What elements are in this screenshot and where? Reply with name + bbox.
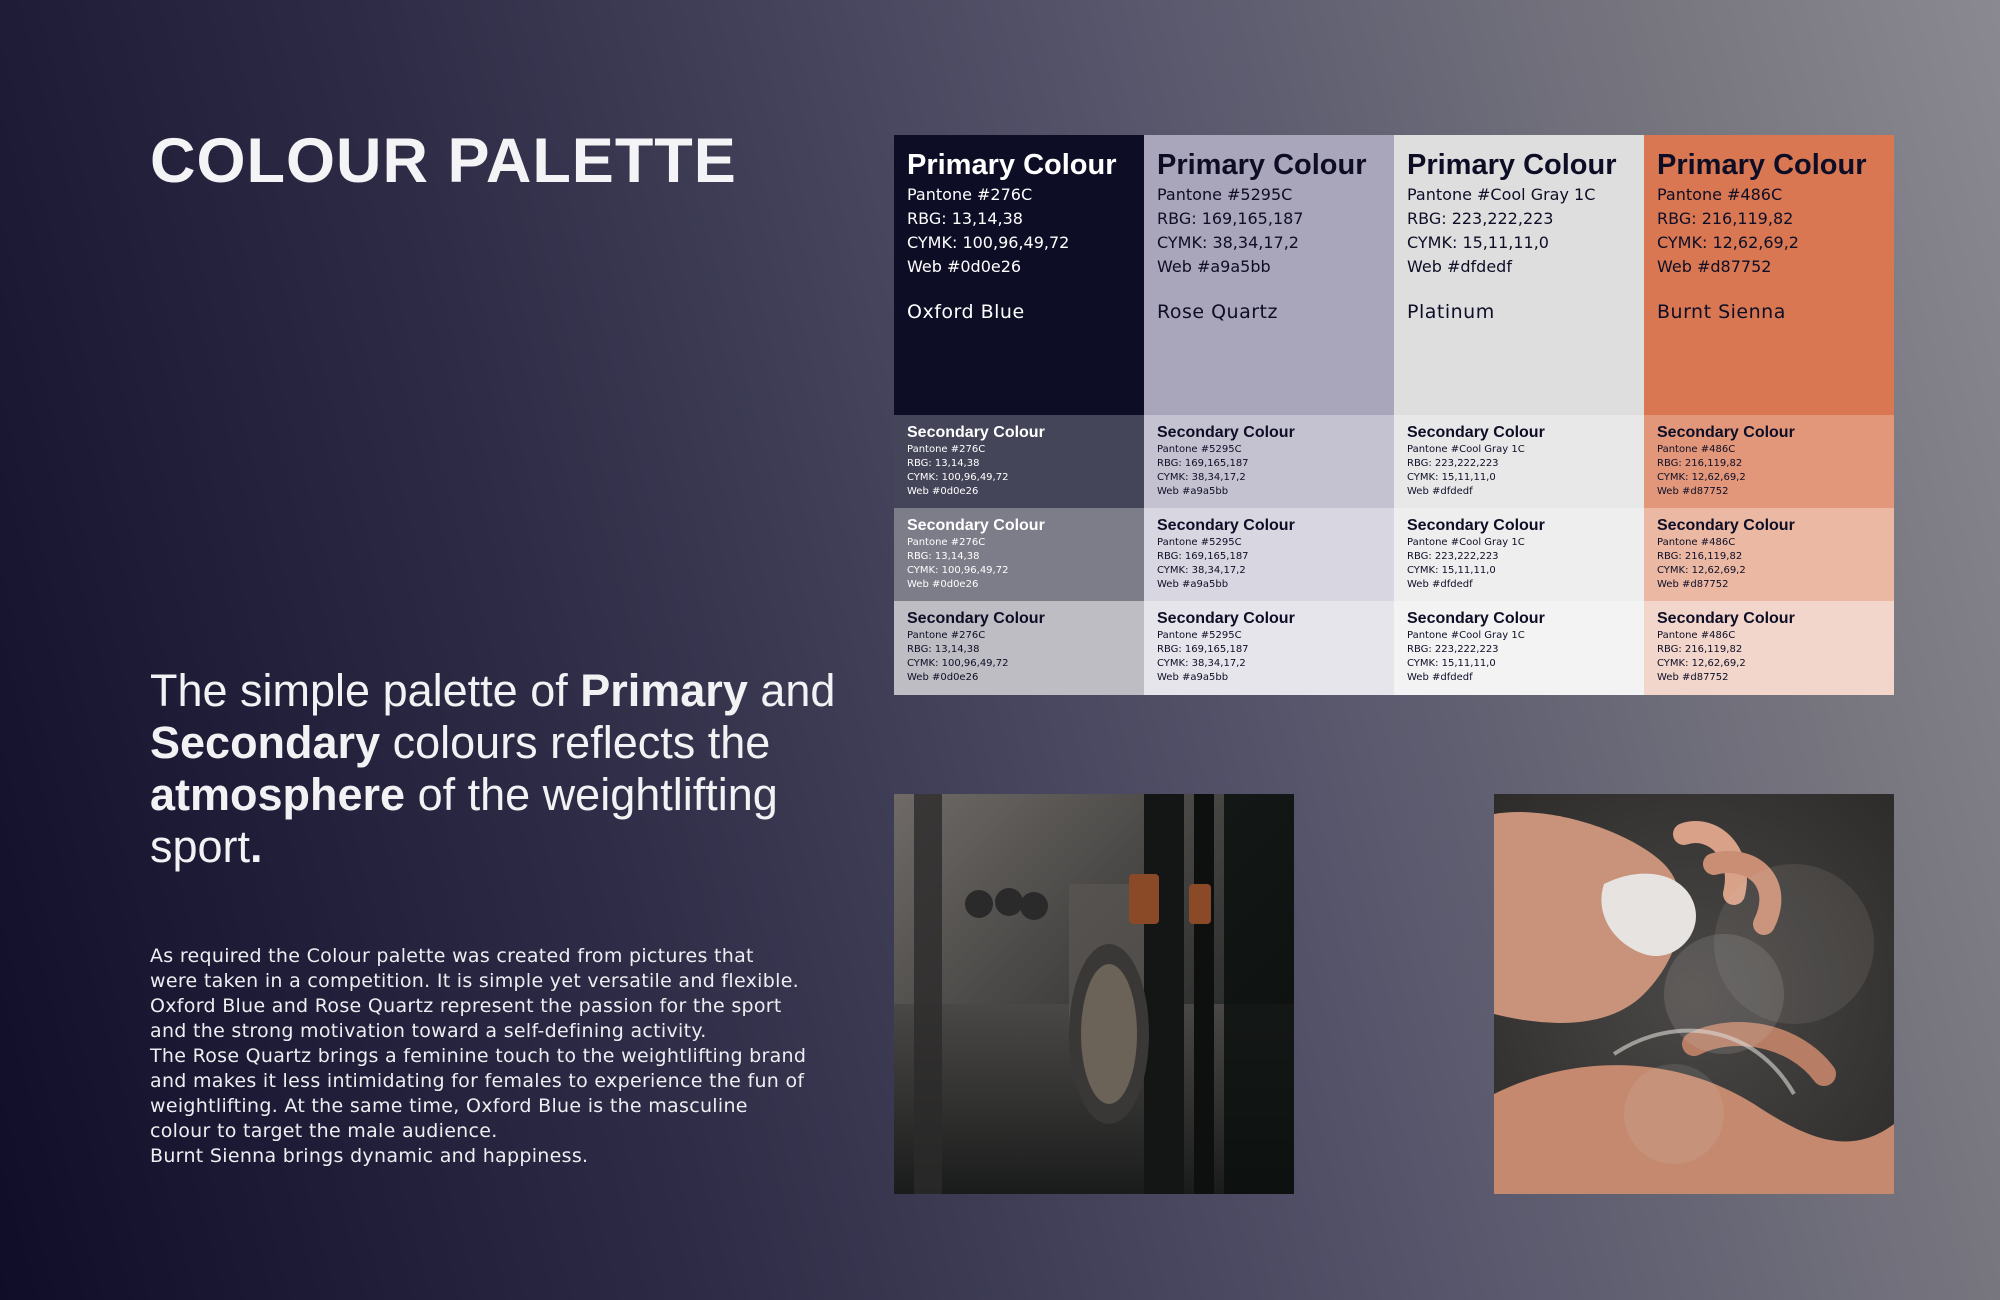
primary-colour-swatch [1394, 135, 1644, 415]
swatch-cmyk: CYMK: 38,34,17,2 [1157, 658, 1246, 669]
swatch-pantone: Pantone #486C [1657, 537, 1736, 548]
swatch-web: Web #a9a5bb [1157, 257, 1271, 276]
swatch-web: Web #d87752 [1657, 486, 1729, 497]
swatch-pantone: Pantone #5295C [1157, 444, 1242, 455]
swatch-web: Web #dfdedf [1407, 486, 1473, 497]
description-line: and the strong motivation toward a self-defining activity. [150, 1020, 707, 1042]
secondary-colour-swatch [1394, 415, 1644, 508]
swatch-pantone: Pantone #276C [907, 185, 1033, 204]
description-line: The Rose Quartz brings a feminine touch to the weightlifting brand [150, 1045, 807, 1067]
swatch-rgb: RBG: 223,222,223 [1407, 209, 1554, 228]
swatch-title: Secondary Colour [1157, 424, 1295, 441]
swatch-cmyk: CYMK: 38,34,17,2 [1157, 565, 1246, 576]
swatch-title: Secondary Colour [1407, 610, 1545, 627]
swatch-cmyk: CYMK: 100,96,49,72 [907, 565, 1009, 576]
swatch-rgb: RBG: 216,119,82 [1657, 458, 1743, 469]
secondary-colour-swatch [894, 601, 1144, 695]
swatch-title: Secondary Colour [907, 610, 1045, 627]
swatch-cmyk: CYMK: 12,62,69,2 [1657, 472, 1746, 483]
lead-text: The simple palette of [150, 665, 581, 716]
swatch-web: Web #a9a5bb [1157, 672, 1229, 683]
lead-emphasis: atmosphere [150, 769, 406, 820]
swatch-title: Secondary Colour [1657, 424, 1795, 441]
swatch-rgb: RBG: 169,165,187 [1157, 644, 1249, 655]
swatch-pantone: Pantone #5295C [1157, 630, 1242, 641]
swatch-pantone: Pantone #Cool Gray 1C [1407, 537, 1525, 548]
secondary-colour-swatch [1144, 601, 1394, 695]
swatch-pantone: Pantone #Cool Gray 1C [1407, 630, 1525, 641]
swatch-title: Primary Colour [1657, 149, 1867, 181]
primary-colour-swatch [1144, 135, 1394, 415]
description-line: Oxford Blue and Rose Quartz represent the passion for the sport [150, 995, 782, 1017]
swatch-web: Web #a9a5bb [1157, 486, 1229, 497]
description-text [150, 944, 850, 1169]
swatch-cmyk: CYMK: 15,11,11,0 [1407, 658, 1496, 669]
swatch-title: Secondary Colour [1157, 517, 1295, 534]
swatch-pantone: Pantone #Cool Gray 1C [1407, 444, 1525, 455]
swatch-cmyk: CYMK: 38,34,17,2 [1157, 472, 1246, 483]
swatch-web: Web #0d0e26 [907, 486, 979, 497]
swatch-title: Secondary Colour [907, 517, 1045, 534]
swatch-pantone: Pantone #5295C [1157, 537, 1242, 548]
secondary-colour-swatch [1394, 601, 1644, 695]
secondary-colour-swatch [1144, 508, 1394, 601]
secondary-colour-swatch [1644, 415, 1894, 508]
primary-colour-swatch [1644, 135, 1894, 415]
swatch-pantone: Pantone #Cool Gray 1C [1407, 185, 1596, 204]
swatch-colour-name: Rose Quartz [1157, 301, 1278, 323]
swatch-pantone: Pantone #5295C [1157, 185, 1293, 204]
swatch-web: Web #a9a5bb [1157, 579, 1229, 590]
swatch-rgb: RBG: 169,165,187 [1157, 551, 1249, 562]
description-line: Burnt Sienna brings dynamic and happiness. [150, 1145, 589, 1167]
swatch-rgb: RBG: 13,14,38 [907, 644, 980, 655]
primary-colour-swatch [894, 135, 1144, 415]
swatch-pantone: Pantone #276C [907, 630, 986, 641]
lead-paragraph [150, 665, 850, 873]
swatch-web: Web #dfdedf [1407, 257, 1512, 276]
swatch-cmyk: CYMK: 100,96,49,72 [907, 658, 1009, 669]
swatch-cmyk: CYMK: 12,62,69,2 [1657, 233, 1799, 252]
secondary-colour-swatch [1644, 601, 1894, 695]
lead-emphasis: Secondary [150, 717, 381, 768]
swatch-cmyk: CYMK: 100,96,49,72 [907, 472, 1009, 483]
swatch-title: Secondary Colour [1407, 424, 1545, 441]
swatch-pantone: Pantone #276C [907, 537, 986, 548]
swatch-cmyk: CYMK: 100,96,49,72 [907, 233, 1070, 252]
swatch-colour-name: Burnt Sienna [1657, 301, 1786, 323]
swatch-colour-name: Platinum [1407, 301, 1495, 323]
lead-emphasis: Primary [580, 665, 748, 716]
secondary-colour-swatch [1644, 508, 1894, 601]
swatch-rgb: RBG: 13,14,38 [907, 458, 980, 469]
swatch-title: Secondary Colour [1157, 610, 1295, 627]
lead-text: of the weightlifting sport [150, 769, 778, 872]
swatch-web: Web #d87752 [1657, 672, 1729, 683]
swatch-web: Web #0d0e26 [907, 672, 979, 683]
swatch-web: Web #0d0e26 [907, 579, 979, 590]
swatch-rgb: RBG: 223,222,223 [1407, 644, 1499, 655]
swatch-cmyk: CYMK: 12,62,69,2 [1657, 565, 1746, 576]
swatch-title: Primary Colour [1407, 149, 1617, 181]
chalk-hands-photo [1494, 794, 1894, 1194]
swatch-colour-name: Oxford Blue [907, 301, 1025, 323]
swatch-rgb: RBG: 223,222,223 [1407, 551, 1499, 562]
secondary-colour-swatch [1394, 508, 1644, 601]
lead-emphasis: . [250, 821, 263, 872]
swatch-cmyk: CYMK: 12,62,69,2 [1657, 658, 1746, 669]
swatch-pantone: Pantone #486C [1657, 444, 1736, 455]
swatch-rgb: RBG: 13,14,38 [907, 209, 1023, 228]
swatch-rgb: RBG: 13,14,38 [907, 551, 980, 562]
swatch-web: Web #dfdedf [1407, 579, 1473, 590]
description-line: As required the Colour palette was created from pictures that [150, 945, 754, 967]
swatch-web: Web #0d0e26 [907, 257, 1022, 276]
swatch-cmyk: CYMK: 15,11,11,0 [1407, 565, 1496, 576]
page-title: COLOUR PALETTE [150, 126, 737, 196]
gym-equipment-photo [894, 794, 1294, 1194]
colour-palette-grid [894, 135, 1894, 695]
swatch-pantone: Pantone #276C [907, 444, 986, 455]
swatch-cmyk: CYMK: 15,11,11,0 [1407, 233, 1549, 252]
swatch-title: Secondary Colour [907, 424, 1045, 441]
secondary-colour-swatch [894, 415, 1144, 508]
description-line: colour to target the male audience. [150, 1120, 498, 1142]
description-line: were taken in a competition. It is simple yet versatile and flexible. [150, 970, 800, 992]
swatch-pantone: Pantone #486C [1657, 185, 1783, 204]
lead-text: colours reflects the [380, 717, 771, 768]
swatch-cmyk: CYMK: 38,34,17,2 [1157, 233, 1299, 252]
swatch-rgb: RBG: 216,119,82 [1657, 551, 1743, 562]
swatch-web: Web #d87752 [1657, 257, 1772, 276]
secondary-colour-swatch [1144, 415, 1394, 508]
swatch-title: Primary Colour [907, 149, 1117, 181]
swatch-rgb: RBG: 169,165,187 [1157, 209, 1304, 228]
swatch-rgb: RBG: 216,119,82 [1657, 209, 1794, 228]
swatch-title: Secondary Colour [1407, 517, 1545, 534]
swatch-title: Secondary Colour [1657, 610, 1795, 627]
swatch-rgb: RBG: 169,165,187 [1157, 458, 1249, 469]
swatch-pantone: Pantone #486C [1657, 630, 1736, 641]
swatch-web: Web #dfdedf [1407, 672, 1473, 683]
swatch-web: Web #d87752 [1657, 579, 1729, 590]
swatch-title: Secondary Colour [1657, 517, 1795, 534]
description-line: weightlifting. At the same time, Oxford Blue is the masculine [150, 1095, 748, 1117]
swatch-cmyk: CYMK: 15,11,11,0 [1407, 472, 1496, 483]
swatch-title: Primary Colour [1157, 149, 1367, 181]
swatch-rgb: RBG: 223,222,223 [1407, 458, 1499, 469]
description-line: and makes it less intimidating for females to experience the fun of [150, 1070, 805, 1092]
secondary-colour-swatch [894, 508, 1144, 601]
lead-text: and [747, 665, 836, 716]
swatch-rgb: RBG: 216,119,82 [1657, 644, 1743, 655]
